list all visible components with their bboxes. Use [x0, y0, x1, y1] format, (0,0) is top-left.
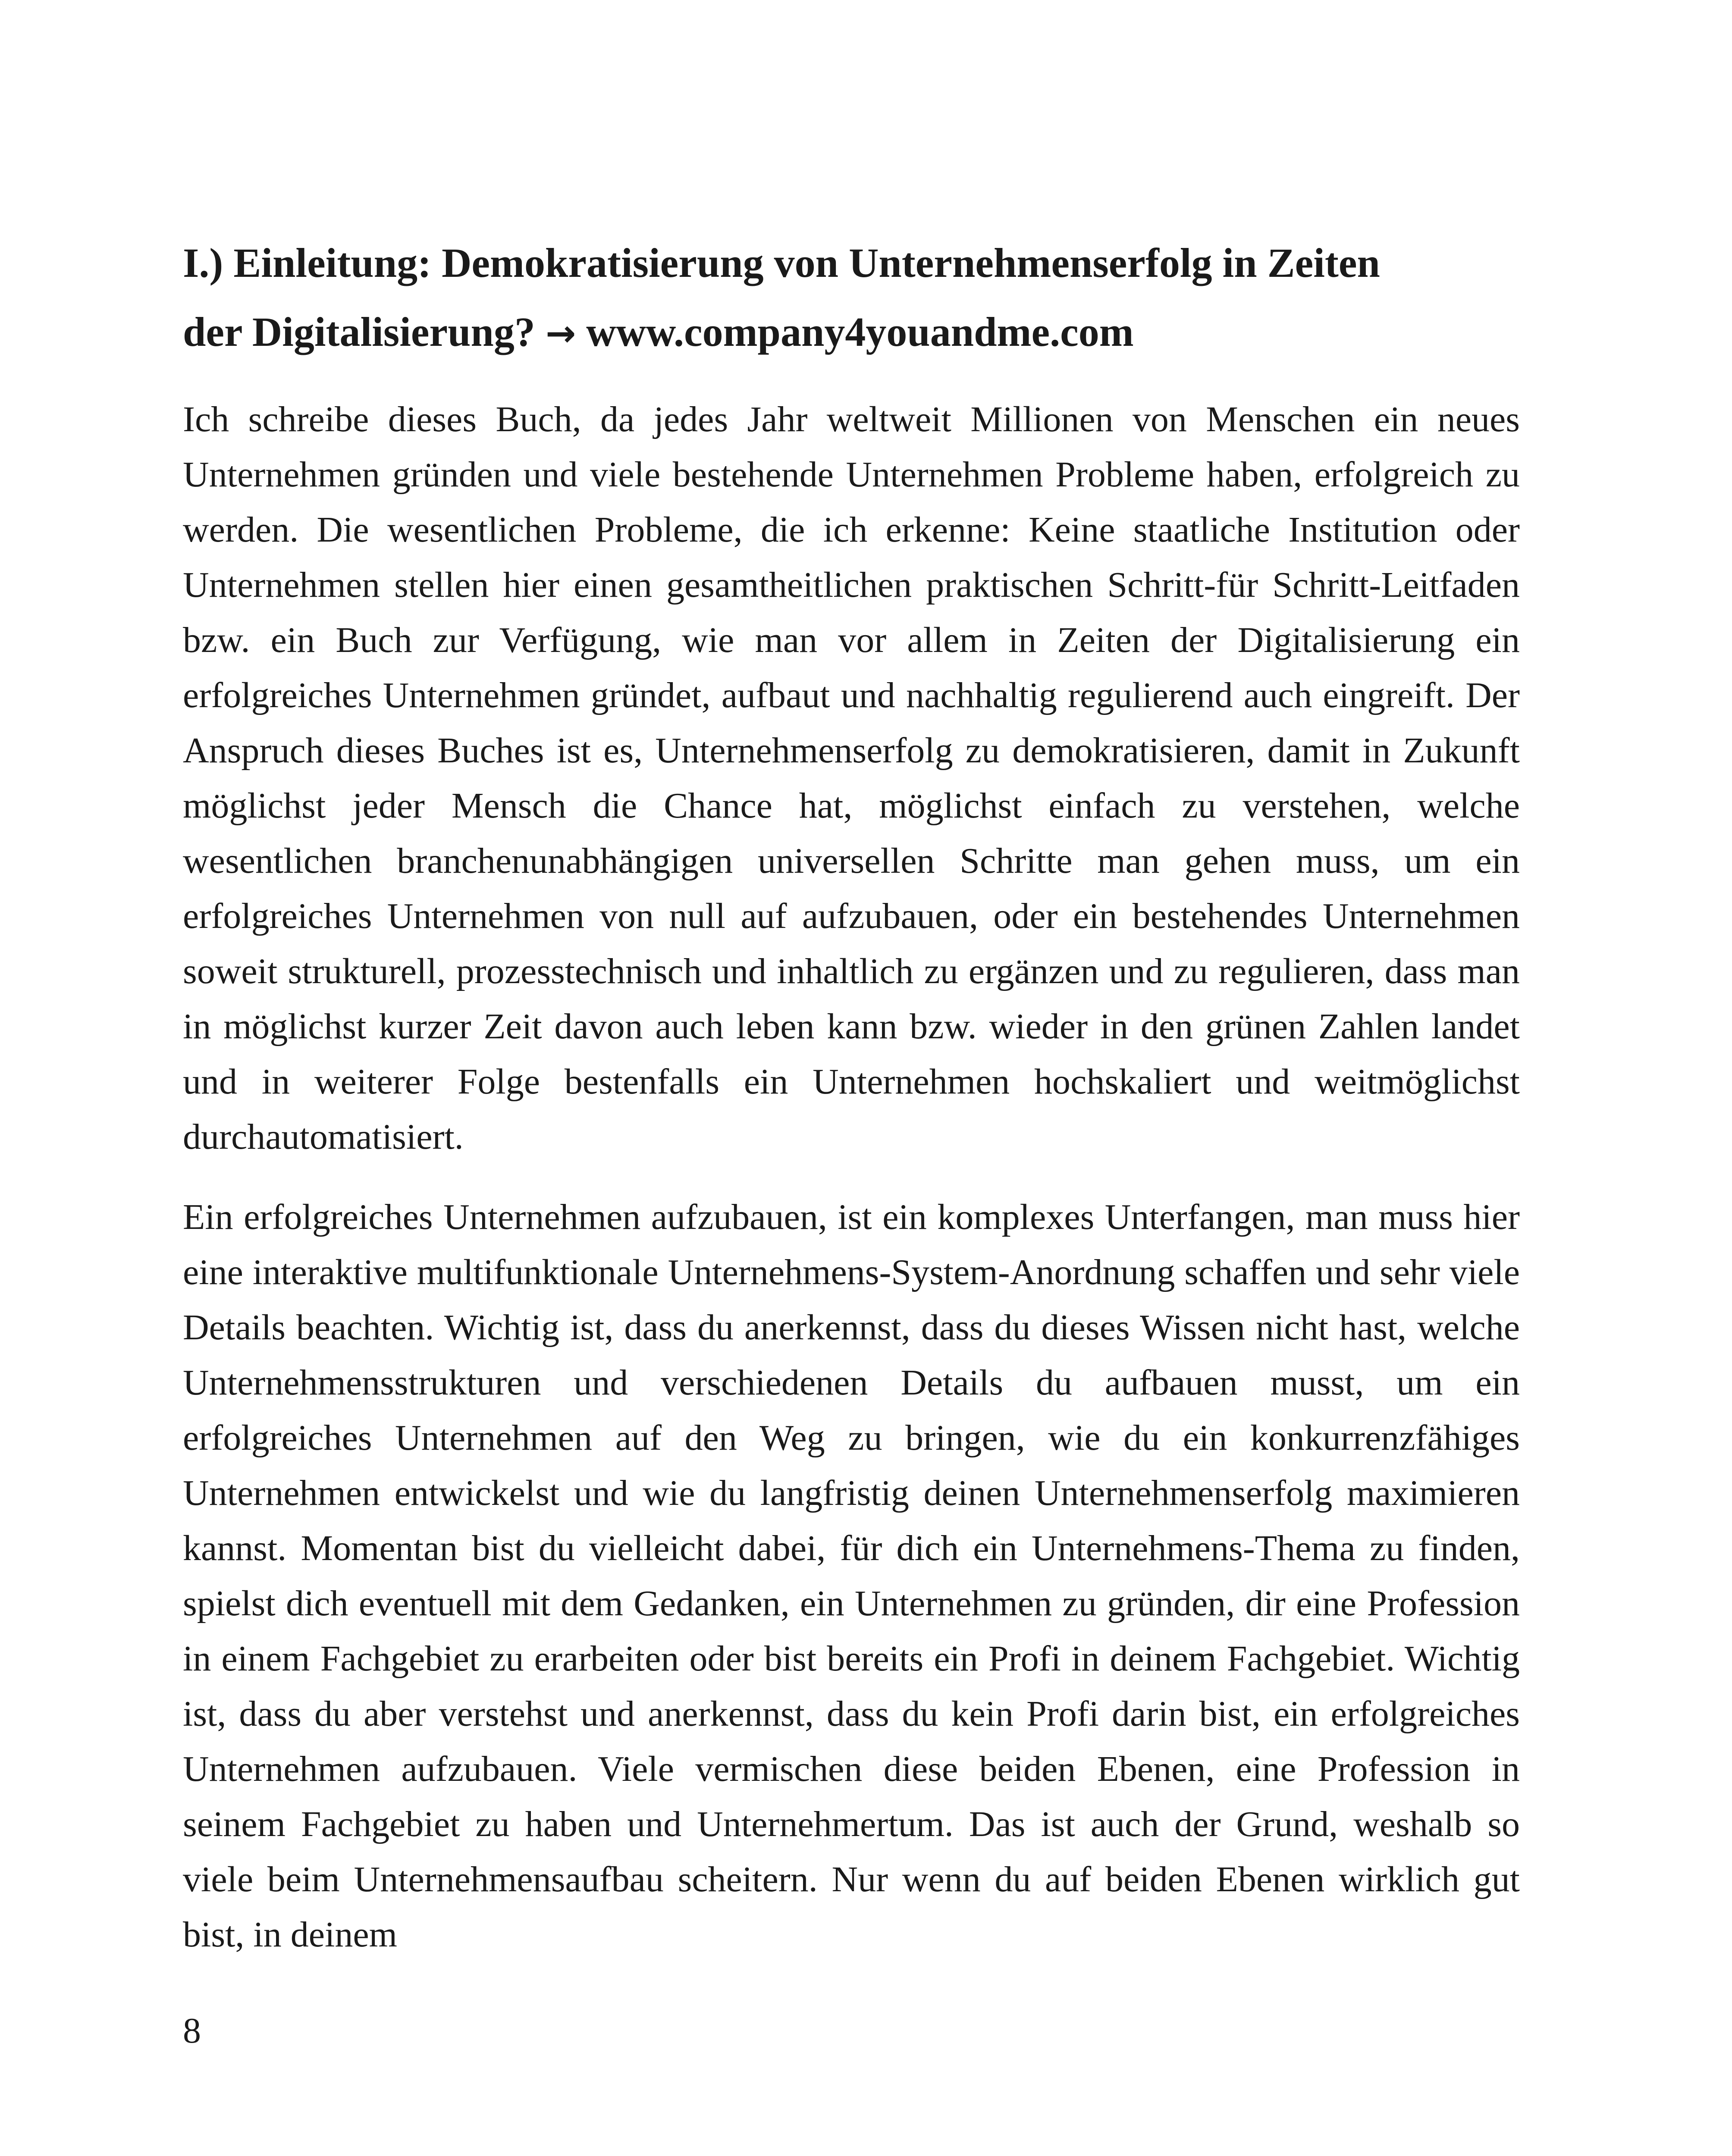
- heading-line-1: I.) Einleitung: Demokratisierung von Unternehmenserfolg in Zeiten: [183, 240, 1380, 286]
- page-number: 8: [183, 2011, 201, 2051]
- heading-url: www.company4youandme.com: [586, 309, 1134, 355]
- paragraph-2: Ein erfolgreiches Unternehmen aufzubauen, ist ein komplexes Unterfangen, man muss hier eine interaktive multifunktionale Unternehmens-System-Anordnung schaffen und sehr viele Details beachten. Wichtig ist, dass du anerkennst, dass du dieses Wissen nicht hast, welche Unternehmensstrukturen und verschiedenen Details du aufbauen musst, um ein erfolgreiches Unternehmen auf den Weg zu bringen, wie du ein konkurrenzfähiges Unternehmen entwickelst und wie du langfristig deinen Unternehmenserfolg maximieren kannst. Momentan bist du vielleicht dabei, für dich ein Unternehmens-Thema zu finden, spielst dich eventuell mit dem Gedanken, ein Unternehmen zu gründen, dir eine Profession in einem Fachgebiet zu erarbeiten oder bist bereits ein Profi in deinem Fachgebiet. Wichtig ist, dass du aber verstehst und anerkennst, dass du kein Profi darin bist, ein erfolgreiches Unternehmen aufzubauen. Viele vermischen diese beiden Ebenen, eine Profession in seinem Fachgebiet zu haben und Unternehmertum. Das ist auch der Grund, weshalb so viele beim Unternehmensaufbau scheitern. Nur wenn du auf beiden Ebenen wirklich gut bist, in deinem: [183, 1197, 1520, 1955]
- paragraph-1: Ich schreibe dieses Buch, da jedes Jahr weltweit Millionen von Menschen ein neues Unternehmen gründen und viele bestehende Unternehmen Probleme haben, erfolgreich zu werden. Die wesentlichen Probleme, die ich erkenne: Keine staatliche Institution oder Unternehmen stellen hier einen gesamtheitlichen praktischen Schritt-für Schritt-Leitfaden bzw. ein Buch zur Verfügung, wie man vor allem in Zeiten der Digitalisierung ein erfolgreiches Unternehmen gründet, aufbaut und nachhaltig regulierend auch eingreift. Der Anspruch dieses Buches ist es, Unternehmenserfolg zu demokratisieren, damit in Zukunft möglichst jeder Mensch die Chance hat, möglichst einfach zu verstehen, welche wesentlichen branchenunabhängigen universellen Schritte man gehen muss, um ein erfolgreiches Unternehmen von null auf aufzubauen, oder ein bestehendes Unternehmen soweit strukturell, prozesstechnisch und inhaltlich zu ergänzen und zu regulieren, dass man in möglichst kurzer Zeit davon auch leben kann bzw. wieder in den grünen Zahlen landet und in weiterer Folge bestenfalls ein Unternehmen hochskaliert und weitmöglichst durchautomatisiert.: [183, 399, 1520, 1157]
- heading-line-2: der Digitalisierung?: [183, 309, 535, 355]
- chapter-heading: [183, 229, 1520, 368]
- right-arrow-icon: →: [545, 312, 576, 354]
- page-content: [183, 229, 1520, 1987]
